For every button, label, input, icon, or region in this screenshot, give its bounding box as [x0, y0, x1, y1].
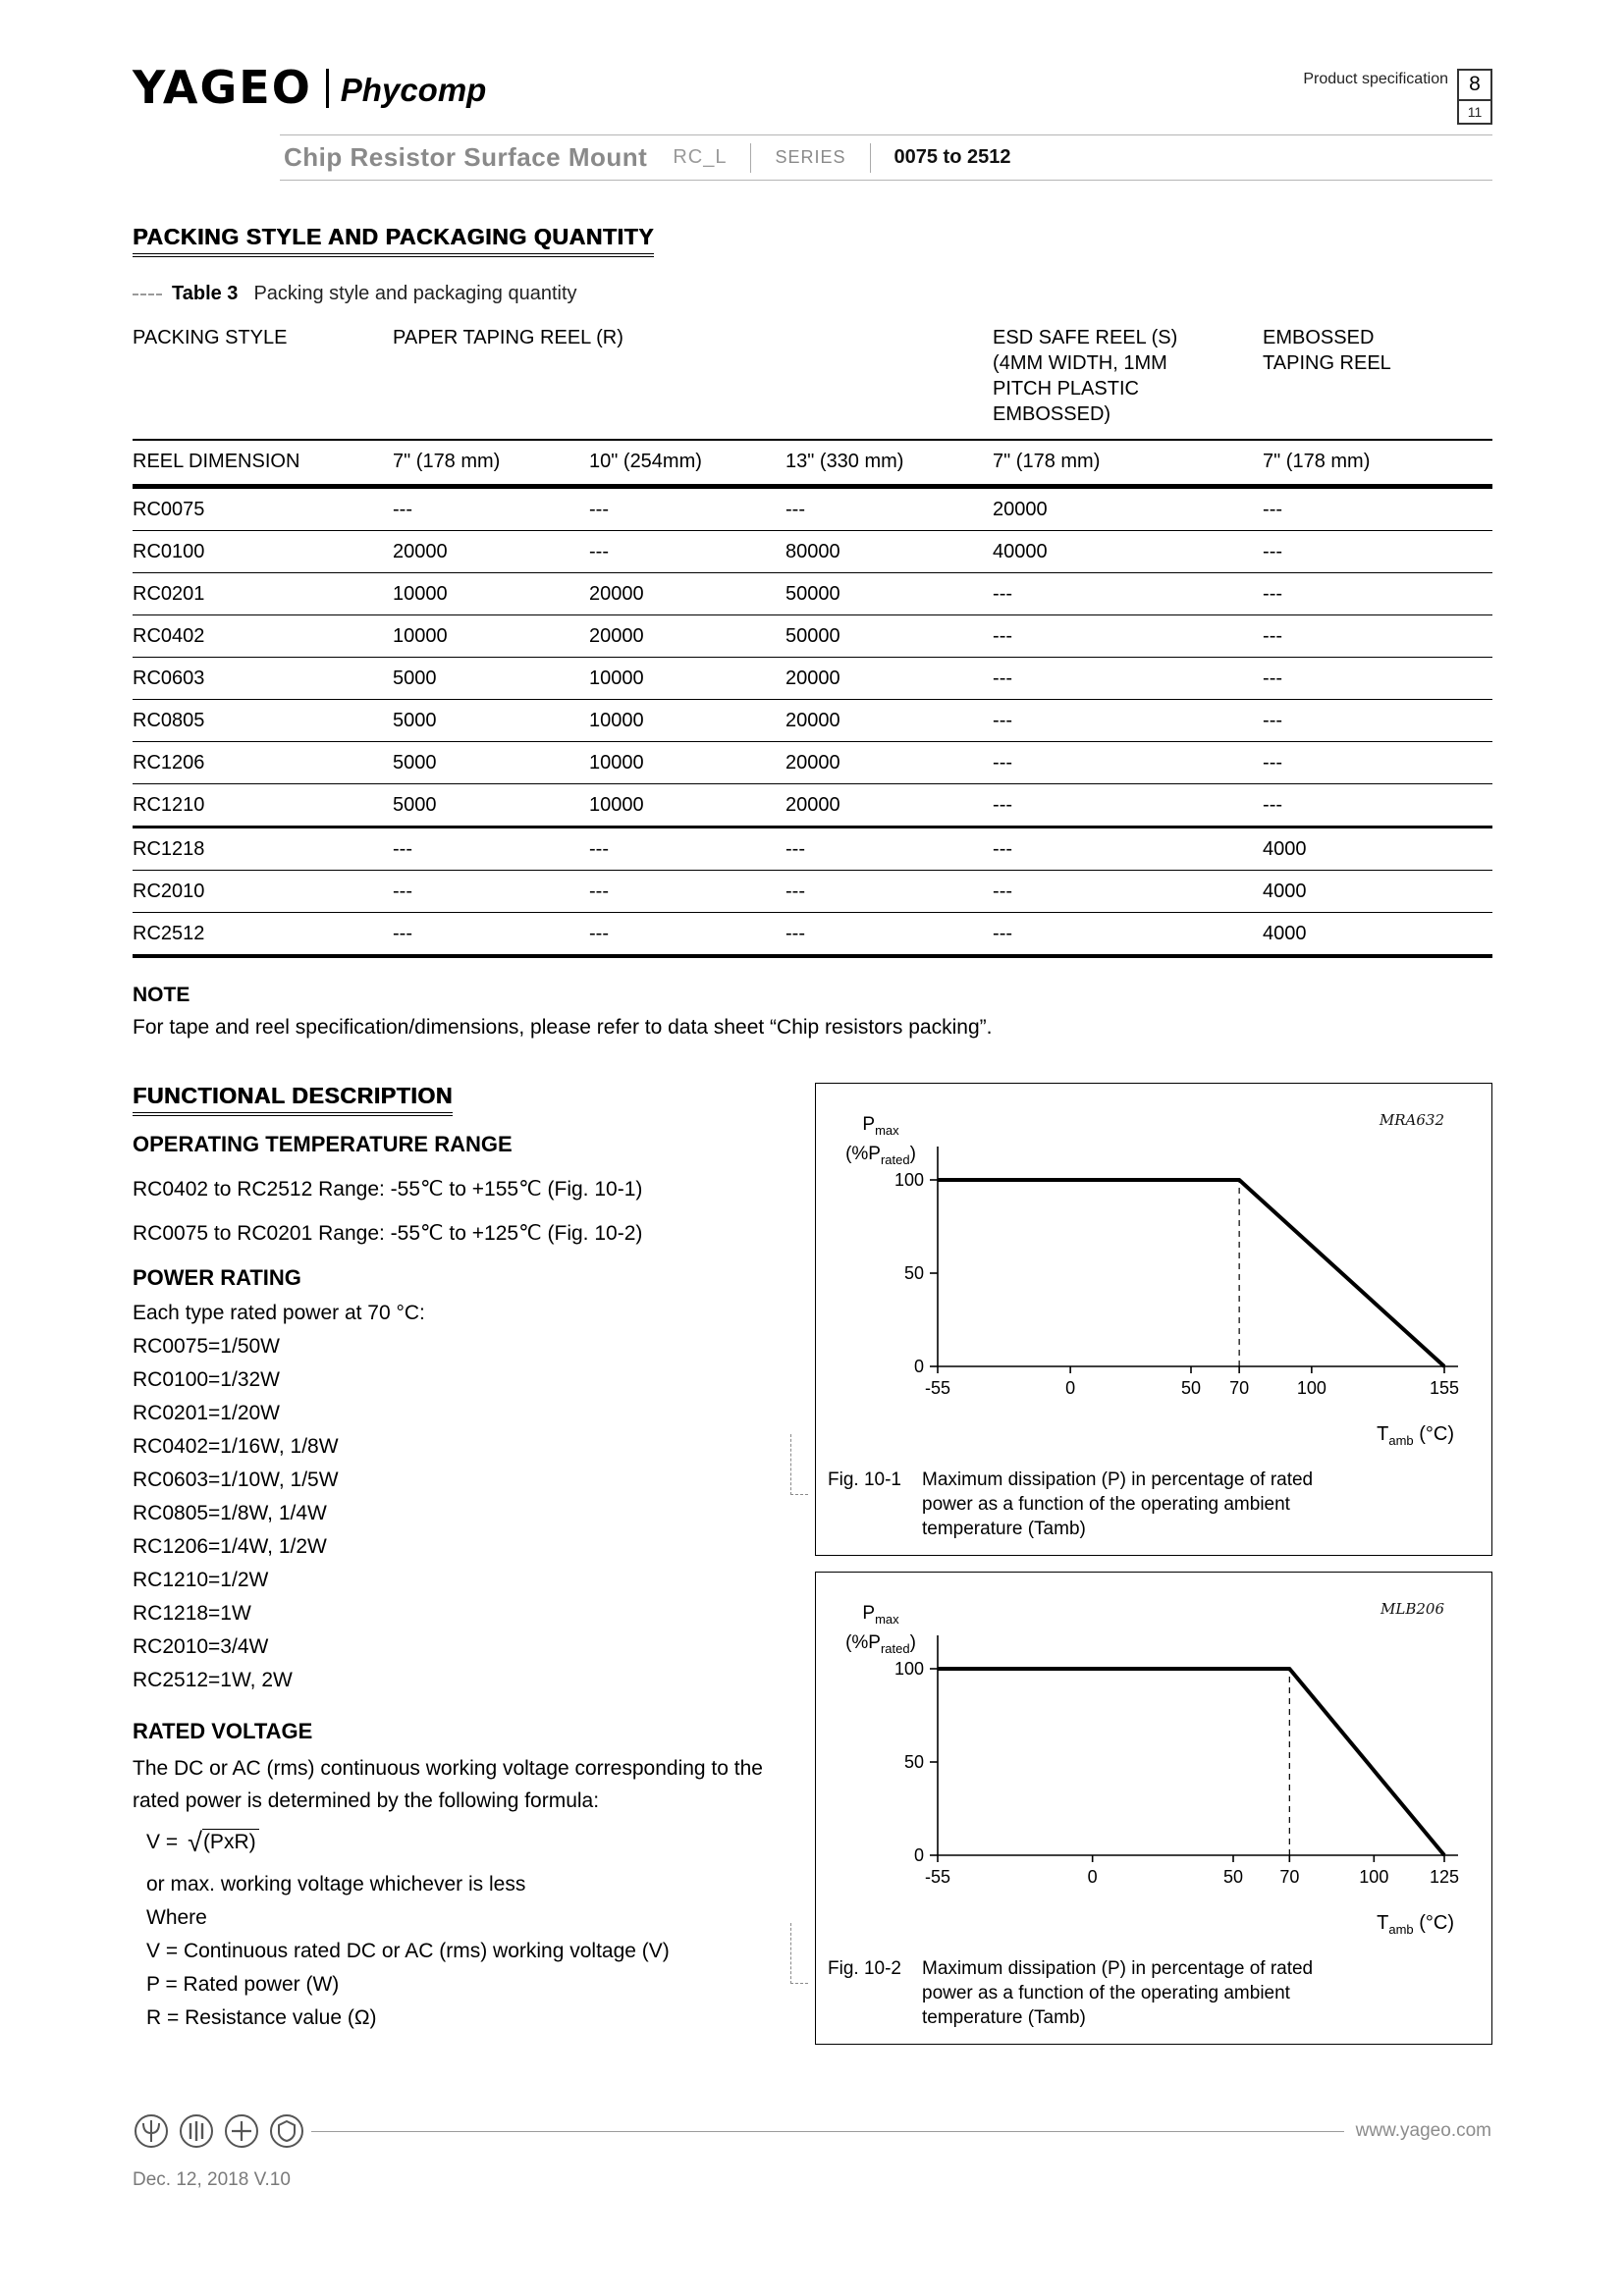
size-code-cell: RC0402	[133, 615, 393, 658]
text-line: R = Resistance value (Ω)	[146, 2006, 377, 2029]
y-axis-label	[832, 1602, 930, 1661]
figure-label: Fig. 10-2	[828, 1958, 901, 1979]
table-caption-text: Packing style and packaging quantity	[253, 283, 577, 304]
text-line: RC2512=1W, 2W	[133, 1669, 293, 1691]
yageo-logo: YAGEO	[133, 61, 312, 114]
dashed-callout-mark	[133, 294, 162, 295]
formula-lhs: V =	[146, 1831, 179, 1853]
quantity-cell: 20000	[785, 658, 993, 700]
cert-mark-shield-icon	[268, 2112, 305, 2150]
ylabel-unit-pre: (%P	[845, 1631, 881, 1653]
svg-text:125: 125	[1429, 1867, 1460, 1887]
size-code-cell: RC2010	[133, 871, 393, 913]
size-code-cell: RC0201	[133, 573, 393, 615]
quantity-cell: ---	[993, 871, 1263, 913]
ylabel-unit-sub: rated	[880, 1640, 910, 1656]
text-line: RC0201=1/20W	[133, 1402, 281, 1424]
svg-text:-55: -55	[924, 1867, 951, 1887]
page-header	[133, 61, 1492, 181]
table-dimension-row	[133, 440, 1492, 487]
reel-dim-7inch: 7" (178 mm)	[393, 440, 589, 487]
svg-text:70: 70	[1229, 1378, 1250, 1398]
brand-logo	[133, 61, 487, 114]
quantity-cell: ---	[589, 531, 785, 573]
table-group-header-row	[133, 321, 1492, 440]
quantity-cell: ---	[993, 615, 1263, 658]
svg-text:0: 0	[1087, 1867, 1098, 1887]
ylabel-unit-post: )	[909, 1143, 916, 1164]
quantity-cell: 4000	[1263, 913, 1492, 957]
quantity-cell: 20000	[993, 487, 1263, 531]
xlabel-unit: (°C)	[1413, 1912, 1454, 1934]
quantity-cell: ---	[993, 784, 1263, 828]
quantity-cell: ---	[785, 487, 993, 531]
ylabel-subscript: max	[875, 1122, 899, 1138]
quantity-cell: ---	[1263, 573, 1492, 615]
quantity-cell: ---	[993, 742, 1263, 784]
svg-text:MLB206: MLB206	[1380, 1600, 1444, 1618]
quantity-cell: 10000	[589, 658, 785, 700]
size-code-cell: RC0075	[133, 487, 393, 531]
ylabel-unit-pre: (%P	[845, 1143, 881, 1164]
website-link[interactable]: www.yageo.com	[1355, 2120, 1491, 2141]
size-code-cell: RC2512	[133, 913, 393, 957]
operating-temp-title: OPERATING TEMPERATURE RANGE	[133, 1132, 513, 1156]
svg-text:155: 155	[1429, 1378, 1460, 1398]
quantity-cell: 40000	[993, 531, 1263, 573]
quantity-cell: ---	[1263, 700, 1492, 742]
quantity-cell: 20000	[393, 531, 589, 573]
size-code-cell: RC0603	[133, 658, 393, 700]
figure-caption-text: Maximum dissipation (P) in percentage of rated power as a function of the operating ambient temperature (Tamb)	[922, 1958, 1314, 2028]
x-axis-label	[1377, 1912, 1454, 1937]
quantity-cell: 10000	[589, 784, 785, 828]
ylabel-subscript: max	[875, 1611, 899, 1627]
operating-temp-lines	[133, 1177, 782, 1246]
text-line: V = Continuous rated DC or AC (rms) working voltage (V)	[146, 1940, 670, 1962]
cert-mark-trident-icon	[133, 2112, 170, 2150]
quantity-cell: ---	[589, 913, 785, 957]
quantity-cell: ---	[993, 700, 1263, 742]
col-header-packing-style: PACKING STYLE	[133, 321, 393, 440]
table-row	[133, 573, 1492, 615]
table-row	[133, 658, 1492, 700]
dashed-callout-mark	[790, 1434, 808, 1495]
size-code-cell: RC0100	[133, 531, 393, 573]
text-line: P = Rated power (W)	[146, 1973, 340, 1996]
col-header-paper-taping-reel: PAPER TAPING REEL (R)	[393, 321, 993, 440]
functional-section-title: FUNCTIONAL DESCRIPTION	[133, 1083, 453, 1116]
col-header-embossed-text: EMBOSSED TAPING REEL	[1263, 327, 1391, 374]
ylabel-symbol: P	[862, 1114, 876, 1135]
quantity-cell: 20000	[589, 615, 785, 658]
quantity-cell: ---	[993, 573, 1263, 615]
quantity-cell: ---	[993, 913, 1263, 957]
quantity-cell: ---	[785, 828, 993, 871]
svg-text:0: 0	[1065, 1378, 1076, 1398]
quantity-cell: ---	[1263, 742, 1492, 784]
packing-section-title: PACKING STYLE AND PACKAGING QUANTITY	[133, 224, 654, 257]
functional-text-column	[133, 1083, 782, 2045]
text-line: RC2010=3/4W	[133, 1635, 269, 1658]
divider	[750, 143, 751, 173]
ylabel-unit-post: )	[909, 1631, 916, 1653]
size-code-cell: RC0805	[133, 700, 393, 742]
formula-radicand: (PxR)	[202, 1829, 259, 1854]
footer-rule	[311, 2131, 1344, 2132]
note-text: For tape and reel specification/dimensions, please refer to data sheet “Chip resistors packing”.	[133, 1016, 993, 1039]
quantity-cell: ---	[393, 871, 589, 913]
figure-10-1-plot	[828, 1099, 1480, 1458]
reel-dim-esd-7inch: 7" (178 mm)	[993, 440, 1263, 487]
product-spec-label: Product specification	[1303, 71, 1448, 87]
xlabel-subscript: amb	[1388, 1433, 1414, 1448]
figure-label: Fig. 10-1	[828, 1469, 901, 1490]
size-code-cell: RC1218	[133, 828, 393, 871]
svg-text:50: 50	[1222, 1867, 1244, 1887]
dashed-callout-mark	[790, 1923, 808, 1984]
svg-text:0: 0	[913, 1845, 924, 1865]
quantity-cell: ---	[785, 871, 993, 913]
rated-voltage-title: RATED VOLTAGE	[133, 1719, 313, 1743]
text-line: Where	[146, 1906, 207, 1929]
text-line: RC1210=1/2W	[133, 1569, 269, 1591]
svg-text:100: 100	[1296, 1378, 1326, 1398]
table-row	[133, 531, 1492, 573]
table-row	[133, 913, 1492, 957]
quantity-cell: 10000	[393, 573, 589, 615]
page-number-box	[1457, 69, 1492, 125]
quantity-cell: 4000	[1263, 871, 1492, 913]
cert-mark-bars-icon	[178, 2112, 215, 2150]
quantity-cell: ---	[393, 487, 589, 531]
certification-icons	[133, 2112, 305, 2150]
doc-title: Chip Resistor Surface Mount	[284, 142, 648, 172]
quantity-cell: ---	[993, 828, 1263, 871]
svg-text:100: 100	[893, 1659, 924, 1679]
quantity-cell: ---	[1263, 531, 1492, 573]
svg-text:50: 50	[903, 1752, 924, 1772]
quantity-cell: ---	[589, 487, 785, 531]
figure-10-1	[815, 1083, 1492, 1556]
quantity-cell: 4000	[1263, 828, 1492, 871]
figure-10-1-caption	[828, 1468, 1480, 1541]
text-line: RC0805=1/8W, 1/4W	[133, 1502, 327, 1524]
quantity-cell: ---	[1263, 615, 1492, 658]
phycomp-logo: Phycomp	[340, 72, 487, 108]
xlabel-symbol: T	[1377, 1912, 1389, 1934]
text-line: RC0402 to RC2512 Range: -55℃ to +155℃ (Fig. 10-1)	[133, 1178, 643, 1201]
table-row	[133, 615, 1492, 658]
quantity-cell: ---	[785, 913, 993, 957]
svg-text:MRA632: MRA632	[1379, 1111, 1444, 1129]
x-axis-label	[1377, 1423, 1454, 1448]
series-label: SERIES	[775, 147, 846, 167]
page-number: 8	[1459, 71, 1490, 101]
power-rating-title: POWER RATING	[133, 1265, 301, 1290]
reel-dimension-label: REEL DIMENSION	[133, 440, 393, 487]
col-header-esd-safe-reel	[993, 321, 1263, 440]
brand-divider	[326, 69, 329, 108]
svg-text:100: 100	[893, 1170, 924, 1190]
size-code-cell: RC1206	[133, 742, 393, 784]
voltage-formula	[146, 1828, 782, 1857]
quantity-cell: ---	[589, 871, 785, 913]
xlabel-subscript: amb	[1388, 1922, 1414, 1937]
quantity-cell: ---	[393, 828, 589, 871]
quantity-cell: 5000	[393, 784, 589, 828]
table-row	[133, 700, 1492, 742]
svg-text:100: 100	[1359, 1867, 1389, 1887]
divider	[870, 143, 871, 173]
doc-title-bar	[280, 134, 1492, 181]
figure-caption-text: Maximum dissipation (P) in percentage of rated power as a function of the operating ambient temperature (Tamb)	[922, 1469, 1314, 1539]
ylabel-symbol: P	[862, 1603, 876, 1624]
page-footer	[133, 2112, 1491, 2191]
quantity-cell: ---	[1263, 784, 1492, 828]
quantity-cell: ---	[993, 658, 1263, 700]
ylabel-unit-sub: rated	[880, 1151, 910, 1167]
size-code-cell: RC1210	[133, 784, 393, 828]
table-caption	[133, 283, 1492, 305]
quantity-cell: ---	[393, 913, 589, 957]
quantity-cell: 20000	[785, 700, 993, 742]
quantity-cell: 50000	[785, 573, 993, 615]
quantity-cell: 10000	[589, 742, 785, 784]
rated-voltage-paragraph: The DC or AC (rms) continuous working voltage corresponding to the rated power is determined by the following formula:	[133, 1757, 763, 1812]
quantity-cell: 10000	[589, 700, 785, 742]
text-line: RC1218=1W	[133, 1602, 251, 1625]
quantity-cell: 20000	[785, 784, 993, 828]
series-range: 0075 to 2512	[893, 146, 1011, 168]
table-caption-label: Table 3	[172, 283, 239, 304]
reel-dim-13inch: 13" (330 mm)	[785, 440, 993, 487]
table-row	[133, 742, 1492, 784]
figures-column	[815, 1083, 1492, 2045]
figure-10-2-plot	[828, 1588, 1480, 1947]
text-line: RC0075=1/50W	[133, 1335, 281, 1358]
quantity-cell: 5000	[393, 700, 589, 742]
figure-10-2-caption	[828, 1956, 1480, 2030]
quantity-cell: ---	[589, 828, 785, 871]
quantity-cell: 5000	[393, 658, 589, 700]
xlabel-symbol: T	[1377, 1423, 1389, 1445]
rated-voltage-lines	[146, 1868, 782, 2035]
quantity-cell: 80000	[785, 531, 993, 573]
quantity-cell: ---	[1263, 487, 1492, 531]
quantity-cell: 10000	[393, 615, 589, 658]
text-line: RC1206=1/4W, 1/2W	[133, 1535, 327, 1558]
table-row	[133, 487, 1492, 531]
text-line: RC0100=1/32W	[133, 1368, 281, 1391]
figure-10-2	[815, 1572, 1492, 2045]
svg-text:50: 50	[1180, 1378, 1202, 1398]
table-row	[133, 828, 1492, 871]
reel-dim-embossed-7inch: 7" (178 mm)	[1263, 440, 1492, 487]
quantity-cell: ---	[1263, 658, 1492, 700]
svg-text:70: 70	[1279, 1867, 1300, 1887]
page-total: 11	[1467, 104, 1483, 120]
xlabel-unit: (°C)	[1413, 1423, 1454, 1445]
y-axis-label	[832, 1113, 930, 1172]
power-rating-intro: Each type rated power at 70 °C:	[133, 1302, 425, 1324]
quantity-cell: 5000	[393, 742, 589, 784]
series-code: RC_L	[673, 146, 728, 168]
svg-text:-55: -55	[924, 1378, 951, 1398]
quantity-cell: 20000	[589, 573, 785, 615]
svg-text:50: 50	[903, 1263, 924, 1283]
radical-sign: √	[188, 1828, 202, 1857]
svg-text:0: 0	[913, 1357, 924, 1376]
quantity-cell: 20000	[785, 742, 993, 784]
packing-quantity-table	[133, 321, 1492, 958]
table-row	[133, 784, 1492, 828]
note-label: NOTE	[133, 984, 190, 1006]
table-row	[133, 871, 1492, 913]
col-header-esd-text: ESD SAFE REEL (S) (4MM WIDTH, 1MM PITCH PLASTIC EMBOSSED)	[993, 327, 1178, 425]
quantity-cell: 50000	[785, 615, 993, 658]
reel-dim-10inch: 10" (254mm)	[589, 440, 785, 487]
power-rating-list	[133, 1330, 782, 1697]
text-line: or max. working voltage whichever is less	[146, 1873, 526, 1896]
col-header-embossed-taping-reel	[1263, 321, 1492, 440]
cert-mark-cross-icon	[223, 2112, 260, 2150]
date-version: Dec. 12, 2018 V.10	[133, 2169, 291, 2190]
text-line: RC0075 to RC0201 Range: -55℃ to +125℃ (Fig. 10-2)	[133, 1222, 643, 1245]
text-line: RC0603=1/10W, 1/5W	[133, 1468, 339, 1491]
text-line: RC0402=1/16W, 1/8W	[133, 1435, 339, 1458]
